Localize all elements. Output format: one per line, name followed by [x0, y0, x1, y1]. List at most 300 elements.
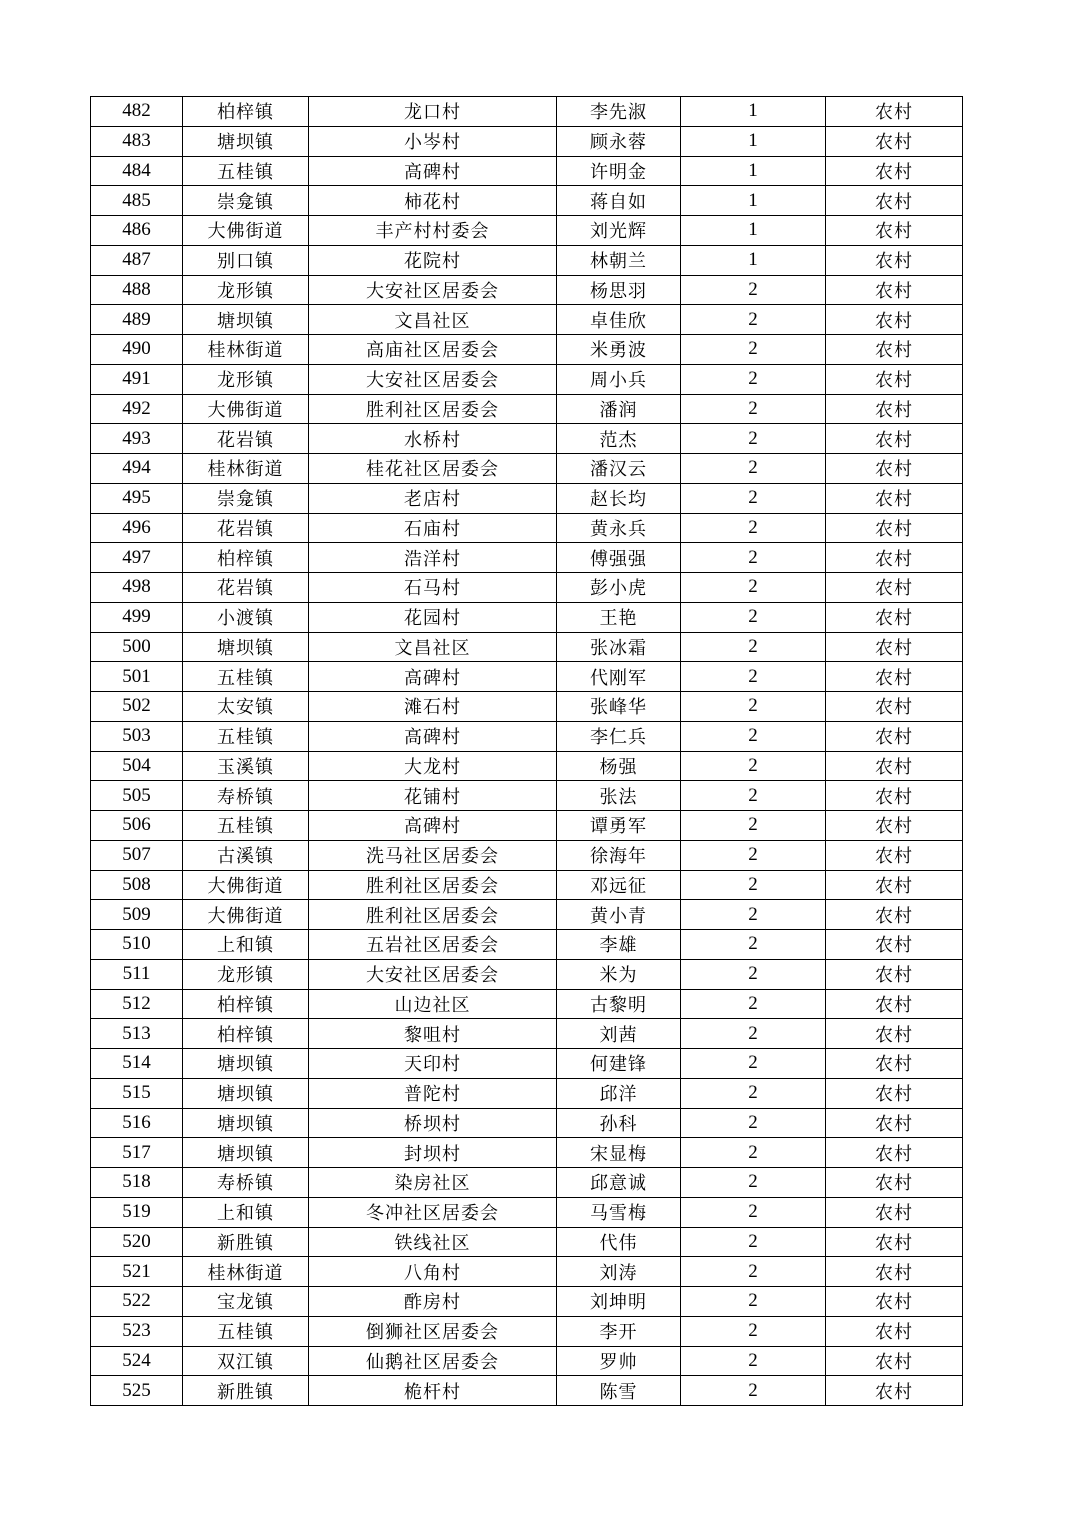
- table-row: [91, 245, 963, 275]
- cell-index: 522: [91, 1287, 183, 1317]
- cell-person: 邱洋: [557, 1078, 681, 1108]
- cell-village: 小岑村: [309, 126, 557, 156]
- cell-person: 李仁兵: [557, 721, 681, 751]
- cell-category: 农村: [826, 900, 963, 930]
- table-row: [91, 1138, 963, 1168]
- cell-town: 大佛街道: [183, 394, 309, 424]
- cell-village: 八角村: [309, 1257, 557, 1287]
- cell-category: 农村: [826, 424, 963, 454]
- table-row: [91, 513, 963, 543]
- cell-category: 农村: [826, 1376, 963, 1406]
- table-row: [91, 335, 963, 365]
- cell-index: 503: [91, 721, 183, 751]
- cell-index: 489: [91, 305, 183, 335]
- cell-count: 2: [681, 900, 826, 930]
- cell-index: 492: [91, 394, 183, 424]
- cell-count: 1: [681, 156, 826, 186]
- cell-category: 农村: [826, 751, 963, 781]
- cell-town: 桂林街道: [183, 454, 309, 484]
- cell-town: 五桂镇: [183, 811, 309, 841]
- cell-index: 483: [91, 126, 183, 156]
- cell-count: 2: [681, 840, 826, 870]
- cell-person: 代刚军: [557, 662, 681, 692]
- cell-town: 别口镇: [183, 245, 309, 275]
- cell-category: 农村: [826, 632, 963, 662]
- cell-index: 515: [91, 1078, 183, 1108]
- table-row: [91, 662, 963, 692]
- table-row: [91, 126, 963, 156]
- cell-category: 农村: [826, 870, 963, 900]
- cell-count: 2: [681, 335, 826, 365]
- cell-village: 高碑村: [309, 156, 557, 186]
- cell-index: 490: [91, 335, 183, 365]
- cell-index: 493: [91, 424, 183, 454]
- cell-town: 桂林街道: [183, 1257, 309, 1287]
- cell-index: 520: [91, 1227, 183, 1257]
- cell-town: 大佛街道: [183, 870, 309, 900]
- cell-index: 524: [91, 1346, 183, 1376]
- cell-village: 桥坝村: [309, 1108, 557, 1138]
- cell-index: 496: [91, 513, 183, 543]
- table-row: [91, 424, 963, 454]
- table-row: [91, 840, 963, 870]
- cell-count: 2: [681, 930, 826, 960]
- cell-person: 马雪梅: [557, 1197, 681, 1227]
- roster-table-body: [91, 97, 963, 1406]
- cell-town: 柏梓镇: [183, 97, 309, 127]
- cell-category: 农村: [826, 692, 963, 722]
- cell-village: 花园村: [309, 602, 557, 632]
- cell-count: 2: [681, 573, 826, 603]
- cell-town: 桂林街道: [183, 335, 309, 365]
- cell-town: 宝龙镇: [183, 1287, 309, 1317]
- cell-count: 2: [681, 959, 826, 989]
- table-row: [91, 632, 963, 662]
- cell-count: 2: [681, 1078, 826, 1108]
- cell-town: 崇龛镇: [183, 483, 309, 513]
- table-row: [91, 721, 963, 751]
- cell-count: 2: [681, 483, 826, 513]
- cell-category: 农村: [826, 1227, 963, 1257]
- table-row: [91, 156, 963, 186]
- table-row: [91, 97, 963, 127]
- cell-town: 上和镇: [183, 930, 309, 960]
- cell-person: 李先淑: [557, 97, 681, 127]
- cell-index: 511: [91, 959, 183, 989]
- table-row: [91, 1197, 963, 1227]
- cell-village: 黎咀村: [309, 1019, 557, 1049]
- cell-index: 525: [91, 1376, 183, 1406]
- table-row: [91, 1287, 963, 1317]
- cell-category: 农村: [826, 602, 963, 632]
- cell-person: 顾永蓉: [557, 126, 681, 156]
- cell-village: 高碑村: [309, 662, 557, 692]
- cell-count: 2: [681, 632, 826, 662]
- cell-index: 512: [91, 989, 183, 1019]
- cell-count: 2: [681, 1168, 826, 1198]
- cell-category: 农村: [826, 394, 963, 424]
- cell-village: 高碑村: [309, 721, 557, 751]
- table-row: [91, 900, 963, 930]
- table-row: [91, 1108, 963, 1138]
- cell-index: 500: [91, 632, 183, 662]
- cell-count: 2: [681, 781, 826, 811]
- cell-person: 张法: [557, 781, 681, 811]
- cell-person: 刘光辉: [557, 216, 681, 246]
- cell-person: 彭小虎: [557, 573, 681, 603]
- cell-category: 农村: [826, 275, 963, 305]
- cell-town: 塘坝镇: [183, 1138, 309, 1168]
- cell-index: 518: [91, 1168, 183, 1198]
- cell-town: 塘坝镇: [183, 1108, 309, 1138]
- cell-category: 农村: [826, 1197, 963, 1227]
- table-row: [91, 959, 963, 989]
- table-row: [91, 543, 963, 573]
- cell-category: 农村: [826, 216, 963, 246]
- cell-count: 2: [681, 1108, 826, 1138]
- cell-category: 农村: [826, 156, 963, 186]
- cell-category: 农村: [826, 959, 963, 989]
- cell-count: 1: [681, 216, 826, 246]
- table-row: [91, 811, 963, 841]
- cell-village: 水桥村: [309, 424, 557, 454]
- cell-person: 潘润: [557, 394, 681, 424]
- cell-village: 五岩社区居委会: [309, 930, 557, 960]
- table-row: [91, 1168, 963, 1198]
- cell-person: 米勇波: [557, 335, 681, 365]
- cell-person: 米为: [557, 959, 681, 989]
- cell-index: 521: [91, 1257, 183, 1287]
- cell-category: 农村: [826, 989, 963, 1019]
- cell-person: 周小兵: [557, 364, 681, 394]
- cell-village: 文昌社区: [309, 305, 557, 335]
- cell-index: 491: [91, 364, 183, 394]
- cell-village: 胜利社区居委会: [309, 900, 557, 930]
- cell-person: 王艳: [557, 602, 681, 632]
- cell-category: 农村: [826, 1049, 963, 1079]
- cell-person: 陈雪: [557, 1376, 681, 1406]
- cell-category: 农村: [826, 781, 963, 811]
- cell-index: 517: [91, 1138, 183, 1168]
- cell-category: 农村: [826, 1138, 963, 1168]
- cell-category: 农村: [826, 573, 963, 603]
- cell-person: 刘坤明: [557, 1287, 681, 1317]
- cell-town: 五桂镇: [183, 721, 309, 751]
- cell-count: 2: [681, 1346, 826, 1376]
- cell-category: 农村: [826, 305, 963, 335]
- cell-village: 丰产村村委会: [309, 216, 557, 246]
- cell-town: 双江镇: [183, 1346, 309, 1376]
- cell-category: 农村: [826, 930, 963, 960]
- cell-category: 农村: [826, 1078, 963, 1108]
- cell-person: 谭勇军: [557, 811, 681, 841]
- cell-town: 柏梓镇: [183, 1019, 309, 1049]
- cell-town: 龙形镇: [183, 959, 309, 989]
- cell-person: 黄小青: [557, 900, 681, 930]
- cell-category: 农村: [826, 840, 963, 870]
- cell-town: 柏梓镇: [183, 989, 309, 1019]
- cell-village: 桂花社区居委会: [309, 454, 557, 484]
- roster-table: [90, 96, 963, 1406]
- cell-category: 农村: [826, 335, 963, 365]
- cell-town: 塘坝镇: [183, 1049, 309, 1079]
- cell-count: 2: [681, 1287, 826, 1317]
- table-row: [91, 1316, 963, 1346]
- cell-category: 农村: [826, 126, 963, 156]
- cell-village: 铁线社区: [309, 1227, 557, 1257]
- cell-person: 黄永兵: [557, 513, 681, 543]
- cell-index: 495: [91, 483, 183, 513]
- cell-count: 2: [681, 394, 826, 424]
- cell-town: 柏梓镇: [183, 543, 309, 573]
- cell-index: 485: [91, 186, 183, 216]
- cell-category: 农村: [826, 513, 963, 543]
- table-row: [91, 216, 963, 246]
- table-row: [91, 989, 963, 1019]
- cell-index: 499: [91, 602, 183, 632]
- cell-count: 2: [681, 1376, 826, 1406]
- cell-town: 玉溪镇: [183, 751, 309, 781]
- cell-index: 507: [91, 840, 183, 870]
- cell-category: 农村: [826, 721, 963, 751]
- cell-village: 柿花村: [309, 186, 557, 216]
- cell-count: 2: [681, 1316, 826, 1346]
- cell-person: 刘茜: [557, 1019, 681, 1049]
- cell-index: 514: [91, 1049, 183, 1079]
- cell-index: 482: [91, 97, 183, 127]
- cell-village: 大龙村: [309, 751, 557, 781]
- cell-person: 罗帅: [557, 1346, 681, 1376]
- cell-village: 胜利社区居委会: [309, 870, 557, 900]
- cell-town: 塘坝镇: [183, 126, 309, 156]
- table-row: [91, 751, 963, 781]
- cell-count: 2: [681, 811, 826, 841]
- cell-village: 天印村: [309, 1049, 557, 1079]
- cell-category: 农村: [826, 454, 963, 484]
- cell-person: 杨思羽: [557, 275, 681, 305]
- cell-index: 504: [91, 751, 183, 781]
- cell-village: 龙口村: [309, 97, 557, 127]
- cell-village: 大安社区居委会: [309, 275, 557, 305]
- cell-index: 513: [91, 1019, 183, 1049]
- cell-person: 张冰霜: [557, 632, 681, 662]
- cell-town: 寿桥镇: [183, 1168, 309, 1198]
- cell-town: 五桂镇: [183, 156, 309, 186]
- cell-village: 倒狮社区居委会: [309, 1316, 557, 1346]
- cell-count: 2: [681, 662, 826, 692]
- cell-category: 农村: [826, 811, 963, 841]
- cell-count: 2: [681, 989, 826, 1019]
- cell-count: 1: [681, 126, 826, 156]
- cell-town: 塘坝镇: [183, 1078, 309, 1108]
- cell-category: 农村: [826, 543, 963, 573]
- cell-town: 花岩镇: [183, 573, 309, 603]
- cell-village: 老店村: [309, 483, 557, 513]
- cell-village: 冬冲社区居委会: [309, 1197, 557, 1227]
- cell-village: 高碑村: [309, 811, 557, 841]
- cell-person: 许明金: [557, 156, 681, 186]
- table-row: [91, 305, 963, 335]
- cell-town: 小渡镇: [183, 602, 309, 632]
- cell-count: 2: [681, 870, 826, 900]
- cell-village: 洗马社区居委会: [309, 840, 557, 870]
- cell-village: 花铺村: [309, 781, 557, 811]
- table-row: [91, 483, 963, 513]
- cell-count: 2: [681, 424, 826, 454]
- table-row: [91, 930, 963, 960]
- cell-town: 龙形镇: [183, 275, 309, 305]
- cell-category: 农村: [826, 1108, 963, 1138]
- cell-index: 494: [91, 454, 183, 484]
- cell-town: 花岩镇: [183, 513, 309, 543]
- cell-person: 邱意诚: [557, 1168, 681, 1198]
- cell-village: 山边社区: [309, 989, 557, 1019]
- cell-count: 2: [681, 543, 826, 573]
- table-row: [91, 1049, 963, 1079]
- cell-village: 封坝村: [309, 1138, 557, 1168]
- cell-town: 塘坝镇: [183, 305, 309, 335]
- cell-person: 李开: [557, 1316, 681, 1346]
- cell-person: 代伟: [557, 1227, 681, 1257]
- cell-person: 卓佳欣: [557, 305, 681, 335]
- cell-person: 张峰华: [557, 692, 681, 722]
- cell-person: 何建锋: [557, 1049, 681, 1079]
- cell-index: 510: [91, 930, 183, 960]
- cell-village: 石庙村: [309, 513, 557, 543]
- cell-index: 506: [91, 811, 183, 841]
- cell-village: 花院村: [309, 245, 557, 275]
- cell-category: 农村: [826, 186, 963, 216]
- cell-index: 488: [91, 275, 183, 305]
- cell-person: 古黎明: [557, 989, 681, 1019]
- table-row: [91, 364, 963, 394]
- cell-person: 赵长均: [557, 483, 681, 513]
- cell-person: 李雄: [557, 930, 681, 960]
- cell-count: 1: [681, 97, 826, 127]
- cell-category: 农村: [826, 245, 963, 275]
- cell-town: 古溪镇: [183, 840, 309, 870]
- cell-person: 范杰: [557, 424, 681, 454]
- table-row: [91, 186, 963, 216]
- table-row: [91, 781, 963, 811]
- table-row: [91, 602, 963, 632]
- cell-town: 新胜镇: [183, 1227, 309, 1257]
- table-row: [91, 454, 963, 484]
- cell-village: 普陀村: [309, 1078, 557, 1108]
- cell-village: 桅杆村: [309, 1376, 557, 1406]
- cell-town: 新胜镇: [183, 1376, 309, 1406]
- table-row: [91, 1227, 963, 1257]
- cell-index: 505: [91, 781, 183, 811]
- cell-town: 寿桥镇: [183, 781, 309, 811]
- cell-person: 林朝兰: [557, 245, 681, 275]
- table-row: [91, 394, 963, 424]
- cell-category: 农村: [826, 662, 963, 692]
- cell-village: 滩石村: [309, 692, 557, 722]
- table-row: [91, 1078, 963, 1108]
- cell-index: 486: [91, 216, 183, 246]
- cell-index: 523: [91, 1316, 183, 1346]
- cell-person: 蒋自如: [557, 186, 681, 216]
- cell-village: 文昌社区: [309, 632, 557, 662]
- cell-village: 大安社区居委会: [309, 959, 557, 989]
- cell-index: 502: [91, 692, 183, 722]
- cell-person: 孙科: [557, 1108, 681, 1138]
- cell-town: 花岩镇: [183, 424, 309, 454]
- cell-count: 2: [681, 721, 826, 751]
- cell-village: 仙鹅社区居委会: [309, 1346, 557, 1376]
- cell-category: 农村: [826, 1287, 963, 1317]
- cell-count: 1: [681, 245, 826, 275]
- table-row: [91, 870, 963, 900]
- cell-index: 516: [91, 1108, 183, 1138]
- cell-index: 509: [91, 900, 183, 930]
- cell-count: 2: [681, 692, 826, 722]
- cell-town: 上和镇: [183, 1197, 309, 1227]
- cell-person: 邓远征: [557, 870, 681, 900]
- cell-person: 宋显梅: [557, 1138, 681, 1168]
- cell-category: 农村: [826, 1316, 963, 1346]
- cell-person: 杨强: [557, 751, 681, 781]
- cell-town: 崇龛镇: [183, 186, 309, 216]
- cell-category: 农村: [826, 1168, 963, 1198]
- cell-category: 农村: [826, 1019, 963, 1049]
- cell-person: 潘汉云: [557, 454, 681, 484]
- cell-town: 五桂镇: [183, 1316, 309, 1346]
- cell-category: 农村: [826, 364, 963, 394]
- cell-category: 农村: [826, 1257, 963, 1287]
- table-row: [91, 1376, 963, 1406]
- cell-count: 2: [681, 275, 826, 305]
- cell-count: 2: [681, 1049, 826, 1079]
- cell-count: 1: [681, 186, 826, 216]
- table-row: [91, 692, 963, 722]
- cell-village: 染房社区: [309, 1168, 557, 1198]
- cell-village: 高庙社区居委会: [309, 335, 557, 365]
- cell-village: 酢房村: [309, 1287, 557, 1317]
- cell-person: 刘涛: [557, 1257, 681, 1287]
- table-row: [91, 275, 963, 305]
- cell-index: 519: [91, 1197, 183, 1227]
- cell-count: 2: [681, 1138, 826, 1168]
- cell-person: 傅强强: [557, 543, 681, 573]
- cell-town: 五桂镇: [183, 662, 309, 692]
- cell-count: 2: [681, 513, 826, 543]
- cell-village: 胜利社区居委会: [309, 394, 557, 424]
- cell-count: 2: [681, 602, 826, 632]
- cell-count: 2: [681, 1257, 826, 1287]
- cell-index: 498: [91, 573, 183, 603]
- cell-count: 2: [681, 454, 826, 484]
- cell-category: 农村: [826, 483, 963, 513]
- cell-village: 石马村: [309, 573, 557, 603]
- cell-count: 2: [681, 751, 826, 781]
- cell-count: 2: [681, 305, 826, 335]
- cell-count: 2: [681, 1019, 826, 1049]
- cell-category: 农村: [826, 1346, 963, 1376]
- cell-village: 大安社区居委会: [309, 364, 557, 394]
- table-row: [91, 1346, 963, 1376]
- table-row: [91, 1257, 963, 1287]
- cell-index: 497: [91, 543, 183, 573]
- cell-index: 508: [91, 870, 183, 900]
- cell-town: 太安镇: [183, 692, 309, 722]
- cell-town: 塘坝镇: [183, 632, 309, 662]
- cell-index: 487: [91, 245, 183, 275]
- cell-town: 龙形镇: [183, 364, 309, 394]
- cell-category: 农村: [826, 97, 963, 127]
- cell-town: 大佛街道: [183, 900, 309, 930]
